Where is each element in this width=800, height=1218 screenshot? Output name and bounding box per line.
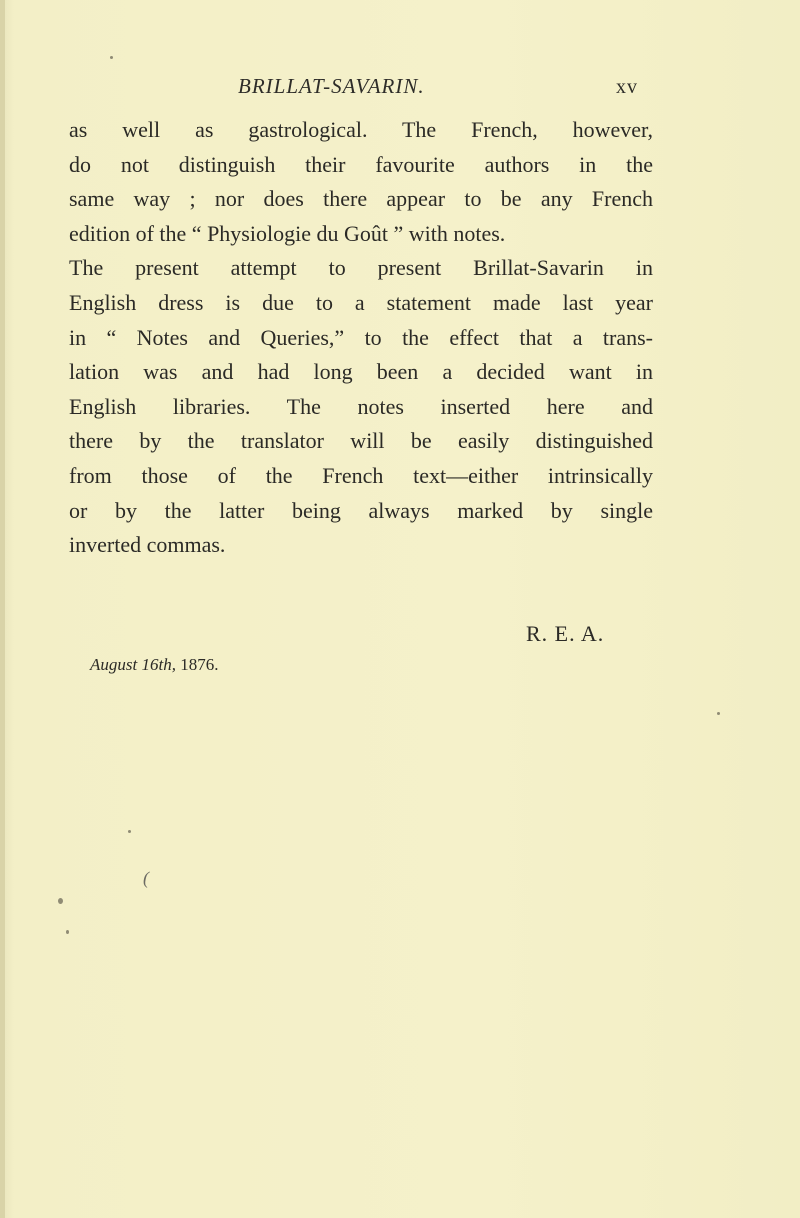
- paper-speck: [66, 930, 69, 934]
- author-initials: R. E. A.: [526, 621, 605, 646]
- text-line: same way ; nor does there appear to be any French: [69, 186, 653, 212]
- paper-speck: [128, 830, 131, 833]
- text-line: as well as gastrological. The French, however,: [69, 117, 653, 142]
- paper-speck: [110, 56, 113, 59]
- paper-speck: [717, 712, 720, 715]
- dateline-month-day: August 16th,: [90, 655, 176, 674]
- text-line: from those of the French text—either intrinsically: [69, 462, 653, 488]
- text-line: inverted commas.: [69, 532, 226, 558]
- body-paragraphs: [69, 113, 653, 563]
- page-edge: [0, 0, 5, 1218]
- text-line: or by the latter being always marked by single: [69, 497, 653, 523]
- text-line: The present attempt to present Brillat-Savarin in: [69, 255, 653, 281]
- text-line: do not distinguish their favourite authors in the: [69, 151, 653, 177]
- dateline: [90, 655, 218, 675]
- page-number: xv: [616, 76, 638, 98]
- text-line: English dress is due to a statement made last year: [69, 289, 653, 315]
- running-head: [0, 74, 800, 104]
- dateline-year: 1876.: [180, 655, 219, 674]
- text-line: English libraries. The notes inserted here and: [69, 393, 653, 419]
- running-title: BRILLAT-SAVARIN.: [238, 74, 425, 98]
- text-line: in “ Notes and Queries,” to the effect that a trans-: [69, 324, 653, 350]
- text-line: there by the translator will be easily distinguished: [69, 428, 653, 454]
- text-line: lation was and had long been a decided want in: [69, 359, 653, 385]
- paper-speck: [58, 898, 63, 904]
- text-line: edition of the “ Physiologie du Goût ” with notes.: [69, 220, 506, 246]
- stray-pencil-mark: (: [143, 868, 149, 888]
